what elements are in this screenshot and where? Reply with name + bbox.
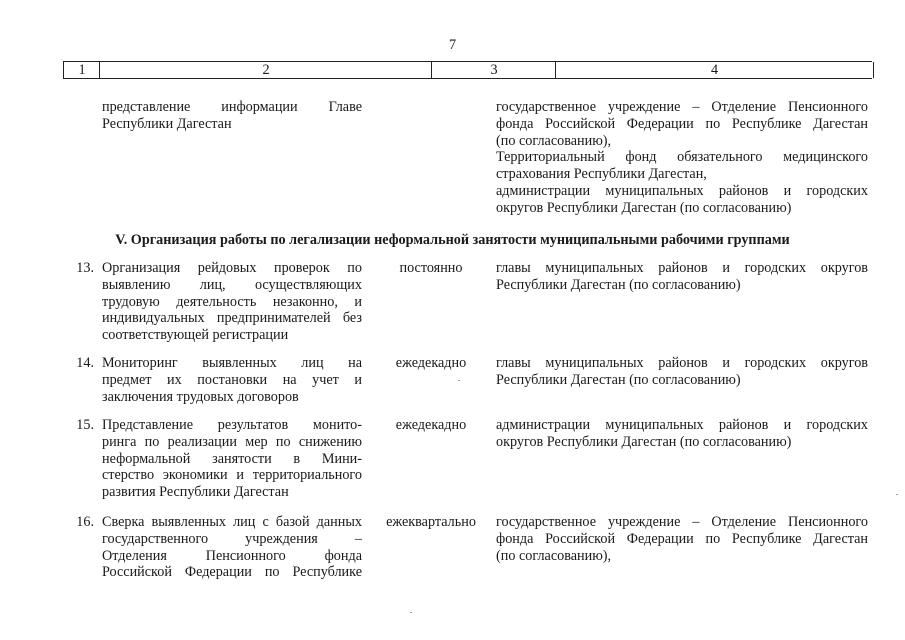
text-line: государственного учреждения – (102, 530, 362, 547)
text-line: соответствующей регистрации (102, 327, 289, 344)
responsible-text (496, 260, 868, 294)
responsible-text (496, 514, 868, 564)
text-line: администрации муниципальных районов и городских (496, 182, 868, 199)
action-text (102, 514, 362, 581)
text-line: фонда Российской Федерации по Республике Дагестан (496, 530, 868, 547)
period-text: постоянно (399, 260, 463, 276)
row-number: 15. (76, 417, 94, 433)
text-line: Мониторинг выявленных лиц на (102, 355, 362, 371)
text-line: Республики Дагестан (по согласованию) (496, 371, 741, 388)
text-line: главы муниципальных районов и городских округов (496, 260, 868, 276)
period-text: ежеквартально (386, 514, 476, 530)
scan-speck (410, 612, 412, 613)
text-line: Республики Дагестан (102, 115, 232, 132)
action-text (102, 99, 362, 133)
header-col-1: 1 (63, 62, 100, 78)
scan-speck (458, 380, 460, 381)
header-col-3: 3 (431, 62, 556, 78)
text-line: Российской Федерации по Республике (102, 564, 362, 581)
text-line: Организация рейдовых проверок по (102, 260, 362, 276)
text-line: неформальной занятости в Мини- (102, 450, 362, 467)
page-number: 7 (448, 37, 457, 53)
text-line: Территориальный фонд обязательного медицинского (496, 149, 868, 166)
period-text: ежедекадно (395, 355, 467, 371)
text-line: округов Республики Дагестан (по согласованию) (496, 199, 792, 216)
period-text: ежедекадно (395, 417, 467, 433)
text-line: округов Республики Дагестан (по согласованию) (496, 433, 792, 450)
text-line: Сверка выявленных лиц с базой данных (102, 514, 362, 530)
responsible-text (496, 417, 868, 451)
text-line: стерство экономики и территориального (102, 467, 362, 484)
text-line: (по согласованию), (496, 547, 612, 564)
text-line: Отделения Пенсионного фонда (102, 547, 362, 564)
text-line: фонда Российской Федерации по Республике Дагестан (496, 115, 868, 132)
text-line: администрации муниципальных районов и городских (496, 417, 868, 433)
text-line: государственное учреждение – Отделение Пенсионного (496, 514, 868, 530)
section-title: V. Организация работы по легализации неформальной занятости муниципальными рабочими группами (115, 232, 790, 248)
text-line: Представление результатов монито- (102, 417, 362, 433)
text-line: представление информации Главе (102, 99, 362, 115)
text-line: Республики Дагестан (по согласованию) (496, 276, 741, 293)
responsible-text (496, 355, 868, 389)
text-line: выявлению лиц, осуществляющих (102, 276, 362, 293)
row-number: 13. (76, 260, 94, 276)
scan-speck (896, 494, 898, 495)
table-header (63, 61, 872, 79)
action-text (102, 260, 362, 344)
text-line: предмет их постановки на учет и (102, 371, 362, 388)
text-line: (по согласованию), (496, 132, 612, 149)
text-line: государственное учреждение – Отделение Пенсионного (496, 99, 868, 115)
text-line: ринга по реализации мер по снижению (102, 433, 362, 450)
text-line: главы муниципальных районов и городских округов (496, 355, 868, 371)
responsible-text (496, 99, 868, 217)
header-col-4: 4 (555, 62, 874, 78)
text-line: развития Республики Дагестан (102, 484, 289, 501)
action-text (102, 417, 362, 501)
action-text (102, 355, 362, 405)
text-line: индивидуальных предпринимателей без (102, 310, 362, 327)
header-col-2: 2 (99, 62, 432, 78)
text-line: заключения трудовых договоров (102, 388, 299, 405)
text-line: трудовую деятельность незаконно, и (102, 293, 362, 310)
text-line: страхования Республики Дагестан, (496, 166, 707, 183)
row-number: 16. (76, 514, 94, 530)
row-number: 14. (76, 355, 94, 371)
